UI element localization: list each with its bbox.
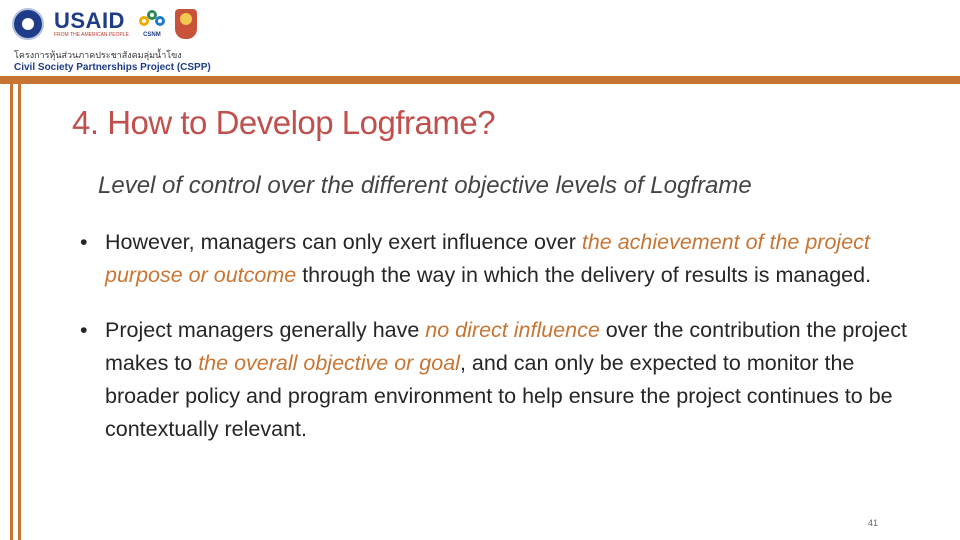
usaid-tagline: FROM THE AMERICAN PEOPLE bbox=[54, 32, 129, 38]
slide-header bbox=[0, 0, 960, 80]
thai-project-title: โครงการหุ้นส่วนภาคประชาสังคมลุ่มน้ำโขง bbox=[14, 51, 182, 61]
left-border-line bbox=[10, 84, 13, 540]
bullet-text: , and can only be expected to monitor the broader policy and program environment to help ensure the project continues to be contextually relevant. bbox=[105, 351, 893, 441]
bullet-text: However, managers can only exert influence over bbox=[105, 230, 582, 254]
bullet-text: through the way in which the delivery of results is managed. bbox=[296, 263, 872, 287]
page-number: 41 bbox=[868, 518, 879, 528]
slide-title: 4. How to Develop Logframe? bbox=[72, 104, 496, 141]
usaid-logo bbox=[54, 10, 129, 38]
csnm-rings-icon bbox=[139, 10, 165, 32]
slide-subtitle: Level of control over the different objective levels of Logframe bbox=[98, 172, 752, 199]
bullet-item bbox=[74, 314, 924, 446]
project-name: Civil Society Partnerships Project (CSPP) bbox=[14, 62, 211, 73]
usaid-wordmark: USAID bbox=[54, 8, 125, 33]
header-divider bbox=[0, 76, 960, 84]
university-emblem-icon bbox=[175, 9, 197, 39]
bullet-highlight: no direct influence bbox=[425, 318, 600, 342]
logo-group bbox=[12, 6, 197, 42]
bullet-highlight: the achievement of the project purpose or outcome bbox=[105, 230, 870, 287]
csnm-logo bbox=[139, 10, 165, 38]
bullet-item bbox=[74, 226, 924, 292]
bullet-highlight: the overall objective or goal bbox=[198, 351, 460, 375]
left-border-line-inner bbox=[18, 84, 21, 540]
bullet-text: Project managers generally have bbox=[105, 318, 426, 342]
usaid-seal-icon bbox=[12, 8, 44, 40]
bullet-text: over the contribution the project makes to bbox=[105, 318, 907, 375]
bullet-list bbox=[74, 226, 924, 446]
csnm-label: CSNM bbox=[143, 32, 161, 38]
